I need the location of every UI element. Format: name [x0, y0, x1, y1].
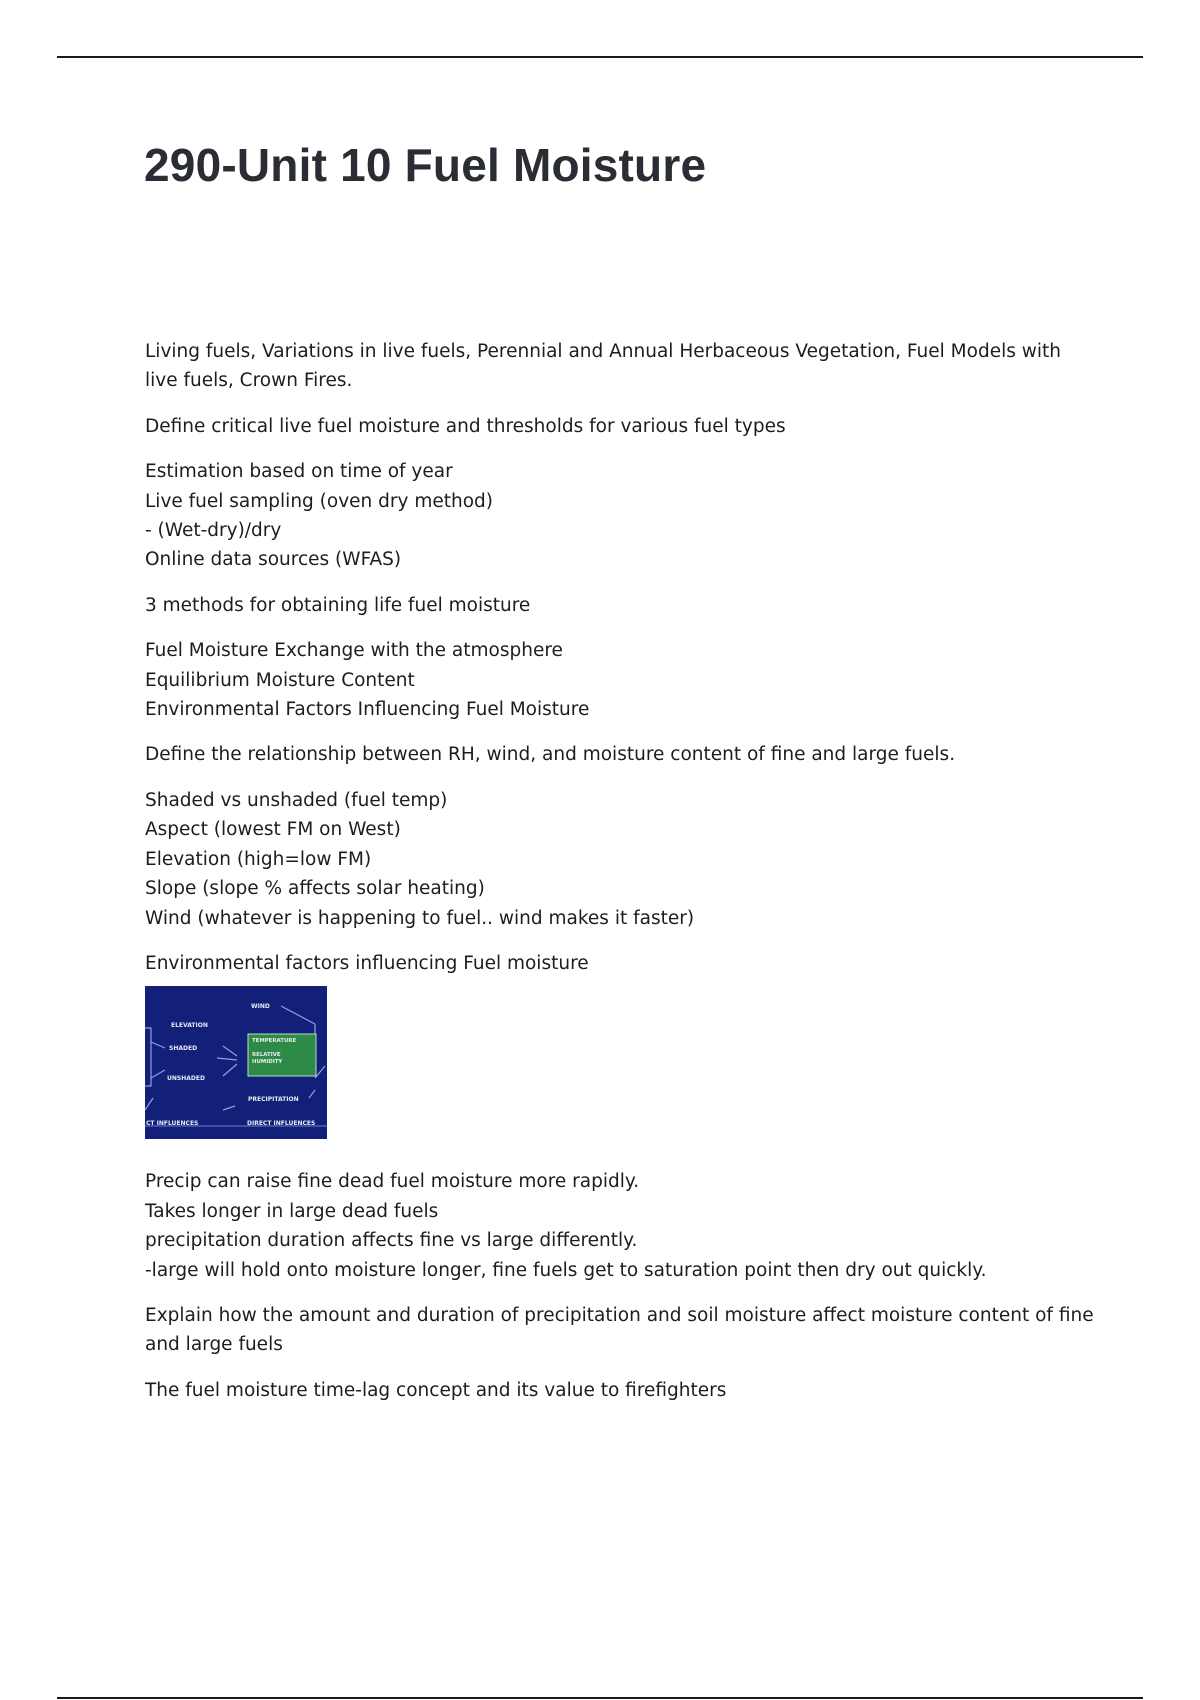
text-line: Slope (slope % affects solar heating)	[145, 878, 485, 900]
label-humidity: HUMIDITY	[252, 1059, 283, 1066]
text-line: Online data sources (WFAS)	[145, 549, 402, 571]
text-line: Shaded vs unshaded (fuel temp)	[145, 789, 448, 811]
text-line: Explain how the amount and duration of precipitation and soil moisture affect moisture content of fine and large fuels	[145, 1304, 1094, 1356]
paragraph-rh-wind	[145, 740, 1095, 769]
paragraph-estimation	[145, 457, 1095, 575]
paragraph-factors-list	[145, 786, 1095, 933]
text-line: Estimation based on time of year	[145, 461, 453, 483]
paragraph-critical-moisture	[145, 412, 1095, 441]
bottom-rule	[57, 1697, 1143, 1699]
label-temperature: TEMPERATURE	[252, 1038, 297, 1045]
text-line: Live fuel sampling (oven dry method)	[145, 490, 493, 512]
paragraph-three-methods	[145, 591, 1095, 620]
document-title: 290-Unit 10 Fuel Moisture	[144, 139, 707, 191]
text-line: Environmental factors influencing Fuel moisture	[145, 952, 589, 974]
label-precipitation: PRECIPITATION	[248, 1096, 299, 1104]
text-line: The fuel moisture time-lag concept and its value to firefighters	[145, 1379, 727, 1401]
text-line: Environmental Factors Influencing Fuel Moisture	[145, 699, 590, 721]
paragraph-precip	[145, 1167, 1095, 1285]
text-line: Precip can raise fine dead fuel moisture more rapidly.	[145, 1171, 640, 1193]
label-wind: WIND	[251, 1003, 270, 1011]
text-line: Living fuels, Variations in live fuels, Perennial and Annual Herbaceous Vegetation, Fuel Models with live fuels, Crown Fires.	[145, 341, 1061, 392]
text-line: 3 methods for obtaining life fuel moisture	[145, 594, 531, 616]
label-elevation: ELEVATION	[171, 1022, 208, 1030]
influences-diagram-svg	[145, 986, 327, 1139]
paragraph-living-fuels	[145, 337, 1095, 396]
label-shaded: SHADED	[169, 1045, 198, 1053]
paragraph-time-lag	[145, 1376, 1095, 1405]
influences-diagram	[145, 986, 327, 1139]
label-unshaded: UNSHADED	[167, 1075, 205, 1083]
top-rule	[57, 56, 1143, 58]
text-line: Wind (whatever is happening to fuel.. wind makes it faster)	[145, 907, 695, 929]
label-direct-influences: DIRECT INFLUENCES	[247, 1120, 316, 1128]
label-indirect-influences: CT INFLUENCES	[146, 1120, 199, 1128]
text-line: precipitation duration affects fine vs large differently.	[145, 1230, 638, 1252]
text-line: Takes longer in large dead fuels	[145, 1200, 439, 1222]
text-line: Define the relationship between RH, wind, and moisture content of fine and large fuels.	[145, 744, 956, 766]
text-line: Equilibrium Moisture Content	[145, 669, 415, 691]
document-body	[145, 337, 1095, 1421]
text-line: -large will hold onto moisture longer, fine fuels get to saturation point then dry out quickly.	[145, 1259, 987, 1281]
paragraph-explain-precip	[145, 1301, 1095, 1360]
text-line: Elevation (high=low FM)	[145, 848, 372, 870]
paragraph-environmental-factors	[145, 949, 1095, 978]
label-relative: RELATIVE	[252, 1052, 281, 1059]
text-line: - (Wet-dry)/dry	[145, 520, 282, 542]
text-line: Define critical live fuel moisture and thresholds for various fuel types	[145, 415, 786, 437]
text-line: Aspect (lowest FM on West)	[145, 819, 401, 841]
paragraph-moisture-exchange	[145, 636, 1095, 724]
text-line: Fuel Moisture Exchange with the atmosphere	[145, 640, 563, 662]
